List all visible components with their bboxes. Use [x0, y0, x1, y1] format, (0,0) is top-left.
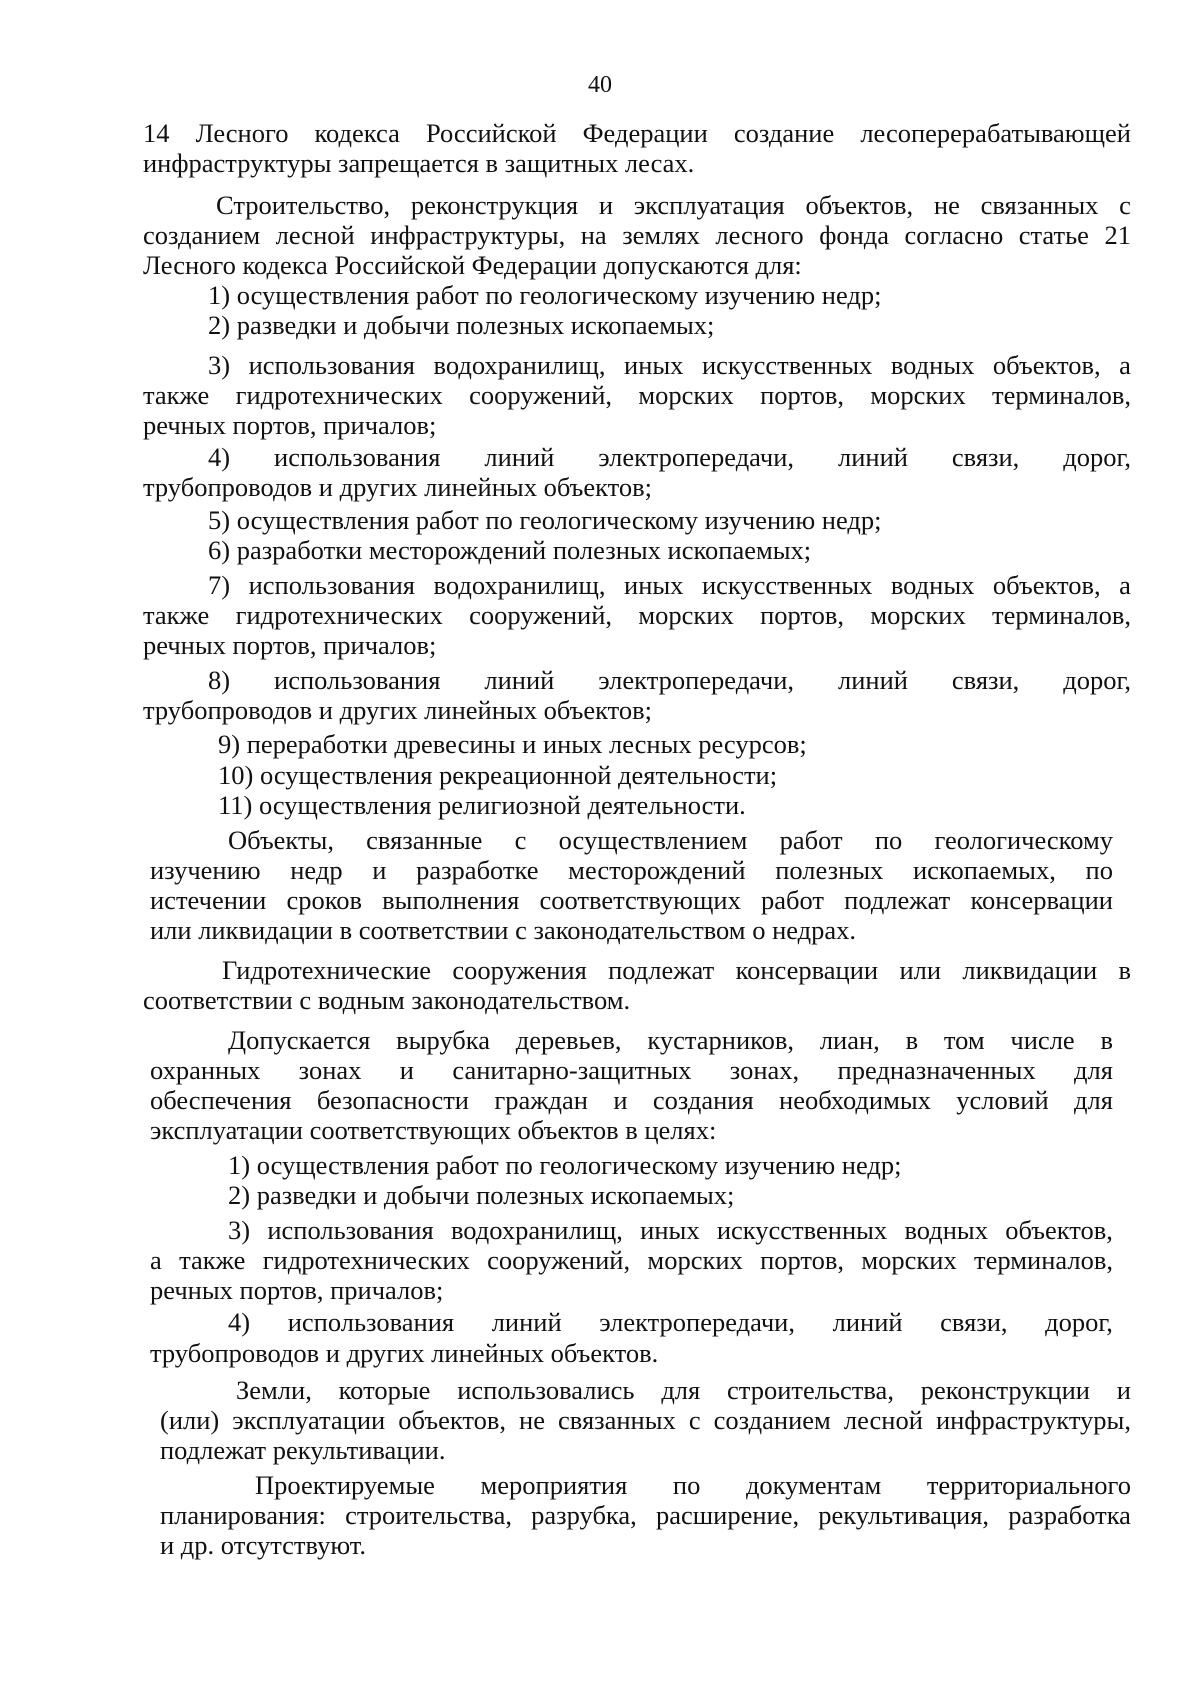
text-line: Строительство, реконструкция и эксплуатация объектов, не связанных с [216, 190, 1131, 220]
text-line: соответствии с водным законодательством. [143, 985, 631, 1015]
text-line: 6) разработки месторождений полезных ископаемых; [208, 535, 812, 565]
text-line: Объекты, связанные с осуществлением работ по геологическому [228, 825, 1113, 855]
text-line: 10) осуществления рекреационной деятельности; [218, 760, 778, 790]
text-line: и др. отсутствуют. [160, 1530, 367, 1560]
text-line: 7) использования водохранилищ, иных искусственных водных объектов, а [208, 570, 1131, 600]
text-line: истечении сроков выполнения соответствующих работ подлежат консервации [150, 885, 1113, 915]
text-line: 1) осуществления работ по геологическому изучению недр; [228, 1150, 902, 1180]
text-line: эксплуатации соответствующих объектов в целях: [150, 1115, 717, 1145]
text-line: речных портов, причалов; [150, 1275, 444, 1305]
text-line: инфраструктуры запрещается в защитных лесах. [143, 148, 695, 178]
text-line: 5) осуществления работ по геологическому изучению недр; [208, 505, 882, 535]
text-line: созданием лесной инфраструктуры, на землях лесного фонда согласно статье 21 [143, 220, 1131, 250]
text-line: 3) использования водохранилищ, иных искусственных водных объектов, а [208, 350, 1131, 380]
text-line: трубопроводов и других линейных объектов; [143, 472, 652, 502]
text-line: обеспечения безопасности граждан и создания необходимых условий для [150, 1085, 1113, 1115]
text-line: подлежат рекультивации. [160, 1435, 446, 1465]
text-line: 11) осуществления религиозной деятельности. [218, 790, 746, 820]
text-line: 2) разведки и добычи полезных ископаемых; [228, 1180, 735, 1210]
text-line: 8) использования линий электропередачи, линий связи, дорог, [208, 665, 1131, 695]
text-line: речных портов, причалов; [143, 630, 437, 660]
text-line: Гидротехнические сооружения подлежат консервации или ликвидации в [222, 955, 1131, 985]
text-line: трубопроводов и других линейных объектов; [143, 695, 652, 725]
text-line: речных портов, причалов; [143, 410, 437, 440]
text-line: 3) использования водохранилищ, иных искусственных водных объектов, [228, 1215, 1113, 1245]
text-line: а также гидротехнических сооружений, морских портов, морских терминалов, [150, 1245, 1113, 1275]
text-line: изучению недр и разработке месторождений полезных ископаемых, по [150, 855, 1113, 885]
text-line: или ликвидации в соответствии с законодательством о недрах. [150, 915, 857, 945]
text-line: также гидротехнических сооружений, морских портов, морских терминалов, [143, 380, 1131, 410]
text-line: 14 Лесного кодекса Российской Федерации создание лесоперерабатывающей [143, 118, 1131, 148]
text-line: также гидротехнических сооружений, морских портов, морских терминалов, [143, 600, 1131, 630]
text-line: охранных зонах и санитарно-защитных зонах, предназначенных для [150, 1055, 1113, 1085]
text-line: Допускается вырубка деревьев, кустарников, лиан, в том числе в [228, 1025, 1113, 1055]
text-line: 4) использования линий электропередачи, линий связи, дорог, [228, 1307, 1113, 1337]
text-line: планирования: строительства, разрубка, расширение, рекультивация, разработка [160, 1500, 1131, 1530]
text-line: Лесного кодекса Российской Федерации допускаются для: [143, 250, 802, 280]
text-line: 1) осуществления работ по геологическому изучению недр; [208, 280, 882, 310]
text-line: 9) переработки древесины и иных лесных ресурсов; [218, 729, 807, 759]
text-line: Земли, которые использовались для строительства, реконструкции и [236, 1375, 1131, 1405]
text-line: трубопроводов и других линейных объектов. [150, 1338, 659, 1368]
text-line: Проектируемые мероприятия по документам территориального [255, 1470, 1131, 1500]
text-line: 4) использования линий электропередачи, линий связи, дорог, [208, 442, 1131, 472]
page-number: 40 [588, 72, 612, 98]
text-line: (или) эксплуатации объектов, не связанных с созданием лесной инфраструктуры, [160, 1405, 1131, 1435]
text-line: 2) разведки и добычи полезных ископаемых; [208, 310, 715, 340]
